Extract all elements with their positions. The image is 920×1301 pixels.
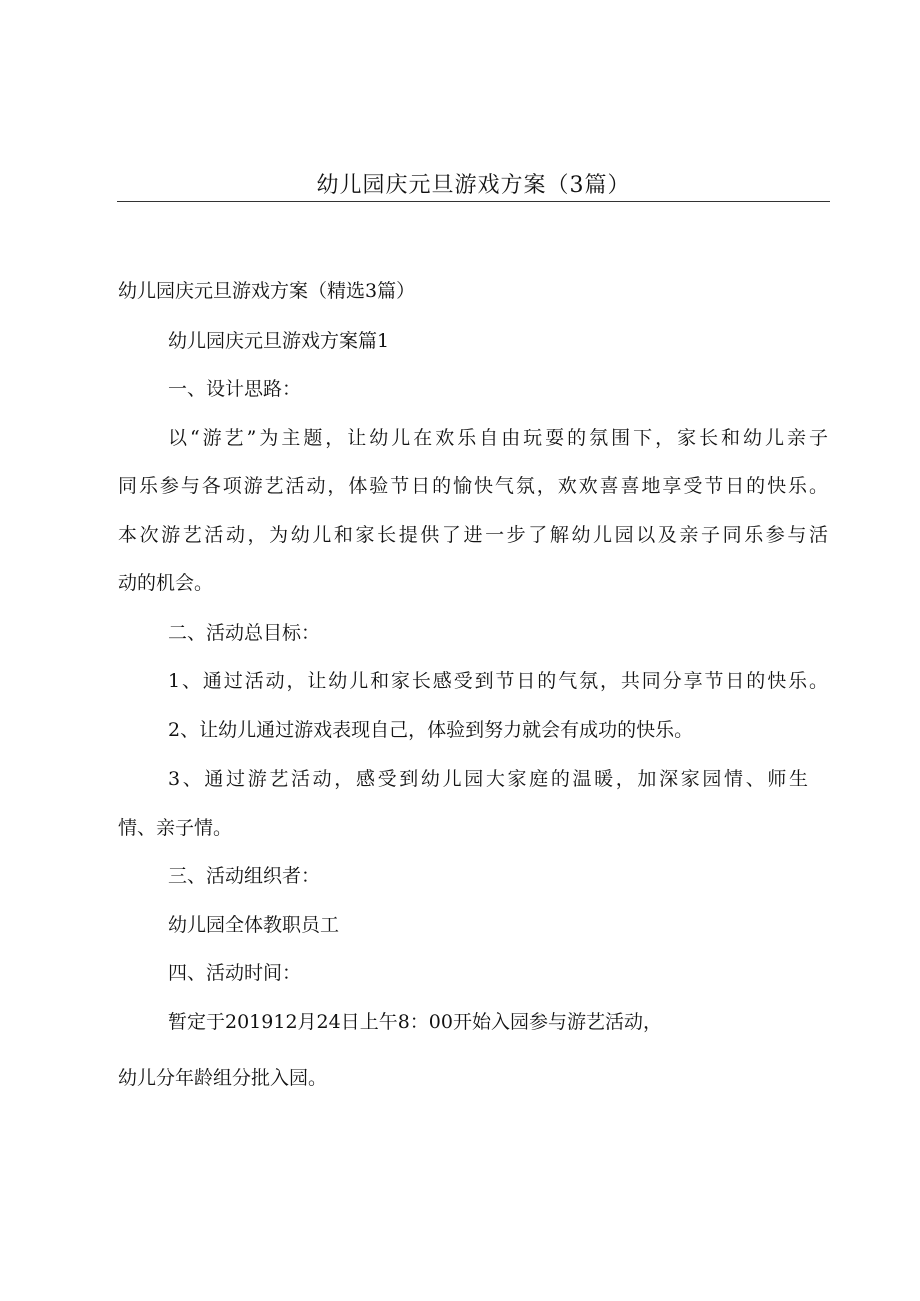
goal-item-3-line-2: 情、亲子情。 [118, 817, 233, 839]
document-title: 幼儿园庆元旦游戏方案（3篇） [316, 173, 631, 198]
goal-item-1: 1、通过活动，让幼儿和家长感受到节日的气氛，共同分享节日的快乐。 [168, 670, 828, 692]
time-line-2: 幼儿分年龄组分批入园。 [118, 1067, 328, 1089]
design-paragraph-line-4: 动的机会。 [118, 572, 214, 594]
design-paragraph-line-2: 同乐参与各项游艺活动，体验节日的愉快气氛，欢欢喜喜地享受节日的快乐。 [118, 475, 828, 497]
design-heading: 一、设计思路： [168, 378, 302, 400]
organizer-text: 幼儿园全体教职员工 [168, 914, 340, 936]
goal-item-3-line-1: 3、通过游艺活动，感受到幼儿园大家庭的温暖，加深家园情、师生 [168, 768, 808, 790]
time-line-1: 暂定于201912月24日上午8：00开始入园参与游艺活动， [168, 1011, 662, 1033]
design-paragraph-line-3: 本次游艺活动，为幼儿和家长提供了进一步了解幼儿园以及亲子同乐参与活 [118, 524, 828, 546]
organizer-heading: 三、活动组织者： [168, 865, 321, 887]
goals-heading: 二、活动总目标： [168, 622, 321, 644]
time-heading: 四、活动时间： [168, 962, 302, 984]
section-heading: 幼儿园庆元旦游戏方案篇1 [168, 330, 390, 352]
goal-item-2: 2、让幼儿通过游戏表现自己，体验到努力就会有成功的快乐。 [168, 719, 694, 741]
title-underline [117, 201, 830, 202]
design-paragraph-line-1: 以“游艺”为主题，让幼儿在欢乐自由玩耍的氛围下，家长和幼儿亲子 [168, 427, 828, 449]
document-subtitle: 幼儿园庆元旦游戏方案（精选3篇） [118, 280, 416, 302]
